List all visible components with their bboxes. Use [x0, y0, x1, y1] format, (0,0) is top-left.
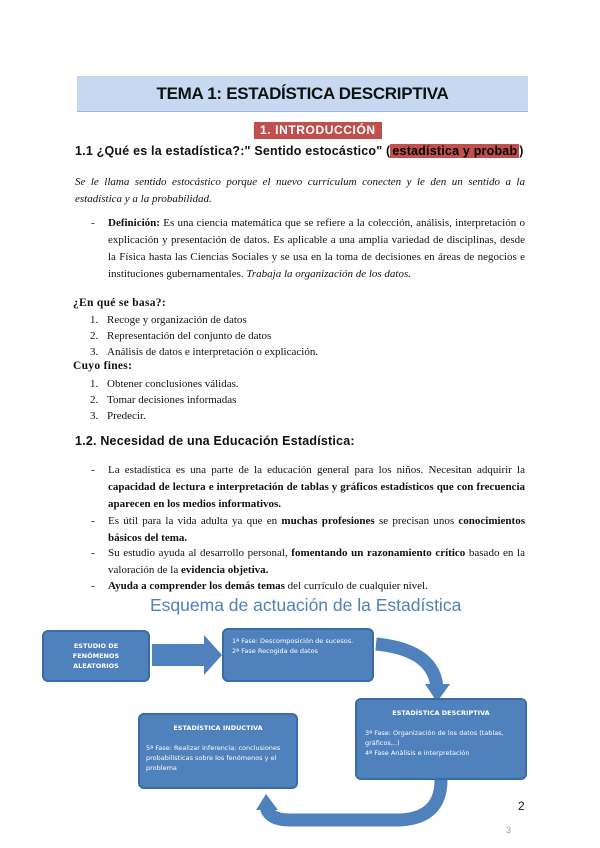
bullet-text: se precisan unos — [374, 515, 459, 527]
list-item-text: Tomar decisiones informadas — [107, 394, 237, 406]
bullet-bold: capacidad de lectura e interpretación de tablas y gráficos estadísticos que con frecuencia aparecen en los medios informativos. — [108, 481, 525, 510]
box-4-heading: ESTADÍSTICA INDUCTIVA — [173, 724, 263, 732]
list-item: 1. Recoge y organización de datos — [90, 314, 247, 326]
bullet-text: La estadística es una parte de la educación general para los niños. Necesitan adquirir la — [108, 464, 525, 476]
phase-4-text: 4ª Fase Análisis e interpretación — [365, 749, 470, 757]
list-item-text: Obtener conclusiones válidas. — [107, 378, 239, 390]
arrow-right-1 — [152, 635, 222, 675]
footer-number: 3 — [506, 825, 512, 835]
section-2-heading: 1.2. Necesidad de una Educación Estadística: — [75, 434, 355, 448]
box-phases-1-2 — [222, 628, 374, 682]
list-item: 3. Predecir. — [90, 410, 146, 422]
box-1-line: ALEATORIOS — [73, 662, 119, 670]
section-1-heading-highlight: estadística y probab — [392, 144, 518, 158]
list-item-text: Predecir. — [107, 410, 146, 422]
intro-heading: 1. INTRODUCCIÓN — [254, 122, 382, 139]
page-title-text: TEMA 1: ESTADÍSTICA DESCRIPTIVA — [156, 83, 449, 103]
stochastic-sense-note: Se le llama sentido estocástico porque el nuevo currículum conecten y le den un sentido a la estadística y a la probabilidad. — [75, 176, 525, 205]
dash-bullet: - — [91, 515, 95, 527]
box-1-line: ESTUDIO DE — [73, 642, 119, 650]
box-descriptive-statistics — [355, 698, 527, 780]
diagram-title: Esquema de actuación de la Estadística — [150, 595, 462, 615]
bullet-bold: conocimientos básicos del tema. — [108, 515, 525, 544]
bullet-text: Es útil para la vida adulta ya que en — [108, 515, 282, 527]
box-1-text — [73, 641, 119, 671]
box-inductive-statistics — [138, 713, 298, 789]
arrow-curve-down — [376, 644, 437, 690]
based-label: ¿En qué se basa?: — [73, 297, 166, 309]
bullet-text: Su estudio ayuda al desarrollo personal, — [108, 547, 292, 559]
dash-bullet: - — [91, 547, 95, 559]
phase-1-text: 1ª Fase: Descomposición de sucesos. — [232, 637, 354, 645]
phase-3-text: 3ª Fase: Organización de los datos (tablas, gráficos,..) — [365, 729, 504, 747]
list-item: 1. Obtener conclusiones válidas. — [90, 378, 239, 390]
section-1-heading-text: 1.1 ¿Qué es la estadística?:" Sentido estocástico" ( — [75, 144, 391, 158]
box-3-heading: ESTADÍSTICA DESCRIPTIVA — [392, 709, 490, 717]
list-item: 3. Análisis de datos e interpretación o explicación. — [90, 346, 319, 358]
list-item-text: Recoge y organización de datos — [107, 314, 247, 326]
purpose-label: Cuyo fines: — [73, 360, 133, 372]
section-1-heading-end: ) — [519, 144, 524, 158]
bullet-text: del currículo de cualquier nivel. — [284, 580, 428, 592]
list-item-text: Análisis de datos e interpretación o explicación. — [107, 346, 319, 358]
bullet-bold: evidencia objetiva. — [181, 564, 269, 576]
definition-label: Definición: — [108, 217, 160, 229]
bullet-bold: fomentando un razonamiento crítico — [291, 547, 466, 559]
page-number: 2 — [518, 799, 525, 813]
box-1-line: FENÓMENOS — [72, 652, 120, 660]
definition-text: Es una ciencia matemática que se refiere a la colección, análisis, interpretación o explicación y presentación de datos. Es aplicable a una amplia variedad de disciplinas, desde la Física hasta las Ciencias Sociales y se usa en la toma de decisiones en áreas de negocios e instituciones gubernamentales. — [108, 217, 525, 280]
list-item: 2. Representación del conjunto de datos — [90, 330, 272, 342]
definition-italic: Trabaja la organización de los datos. — [246, 268, 411, 280]
dash-bullet: - — [91, 217, 95, 229]
dash-bullet: - — [91, 464, 95, 476]
phase-5-text: 5ª Fase: Realizar inferencia: conclusiones probabilísticas sobre los fenómenos y el problema — [146, 744, 281, 772]
bullet-bold: Ayuda a comprender los demás temas — [108, 580, 285, 592]
list-item-text: Representación del conjunto de datos — [107, 330, 272, 342]
list-item: 2. Tomar decisiones informadas — [90, 394, 237, 406]
phase-2-text: 2ª Fase Recogida de datos — [232, 647, 318, 655]
arrow-curve-back-head — [256, 794, 278, 810]
dash-bullet: - — [91, 580, 95, 592]
bullet-text: basado en la valoración de la — [108, 547, 525, 576]
bullet-bold: muchas profesiones — [281, 515, 375, 527]
box-random-phenomena — [42, 630, 150, 682]
